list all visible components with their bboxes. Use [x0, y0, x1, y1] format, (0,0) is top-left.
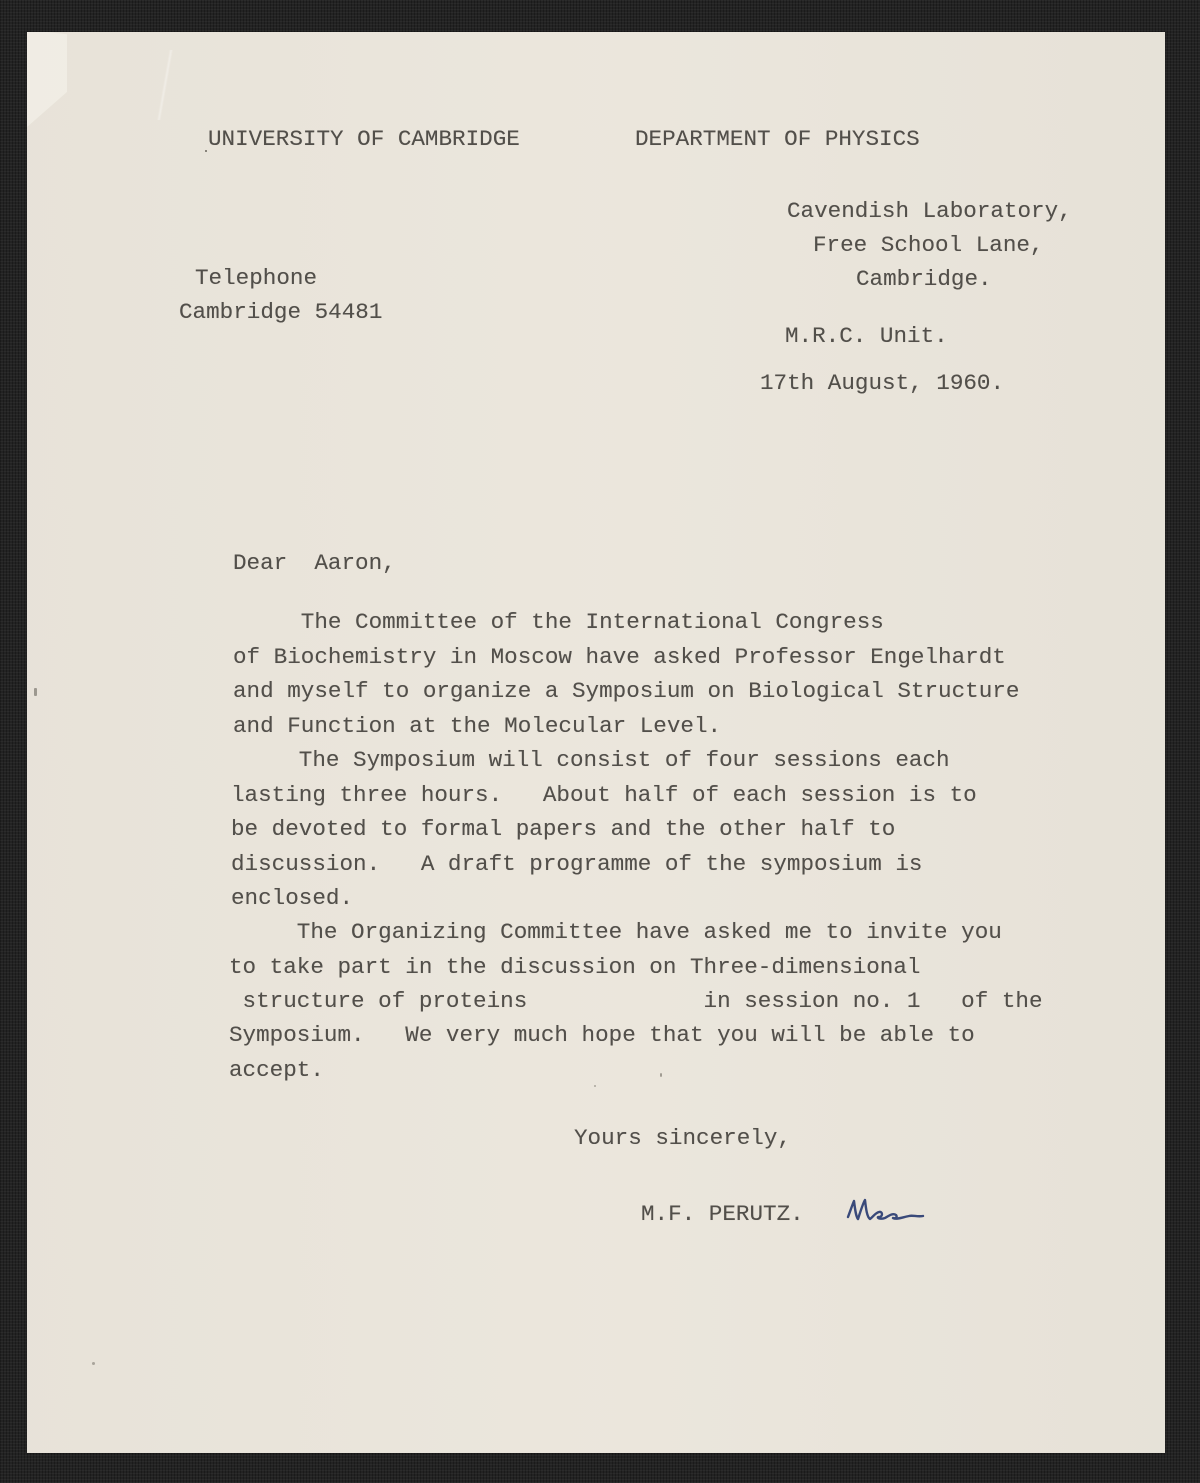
- address-line-2: Free School Lane,: [813, 232, 1044, 258]
- body-line: Symposium. We very much hope that you will be able to: [229, 1022, 975, 1048]
- body-line: and myself to organize a Symposium on Biological Structure: [233, 678, 1020, 704]
- body-line: lasting three hours. About half of each session is to: [231, 782, 977, 808]
- paper-speck: [205, 150, 207, 152]
- body-line: The Symposium will consist of four sessions each: [231, 747, 950, 773]
- body-line: be devoted to formal papers and the other half to: [231, 816, 896, 842]
- telephone-number: Cambridge 54481: [179, 299, 383, 325]
- body-line: and Function at the Molecular Level.: [233, 713, 722, 739]
- body-line: of Biochemistry in Moscow have asked Professor Engelhardt: [233, 644, 1006, 670]
- letter-date: 17th August, 1960.: [760, 370, 1005, 396]
- body-line: structure of proteins in session no. 1 of the: [229, 988, 1043, 1014]
- body-line: The Organizing Committee have asked me to invite you: [229, 919, 1002, 945]
- telephone-label: Telephone: [195, 265, 318, 291]
- body-line: discussion. A draft programme of the symposium is: [231, 851, 923, 877]
- letterhead-institution: UNIVERSITY OF CAMBRIDGE: [208, 126, 520, 152]
- closing: Yours sincerely,: [574, 1125, 791, 1151]
- address-unit: M.R.C. Unit.: [785, 323, 948, 349]
- paper-speck: [660, 1073, 662, 1077]
- paper-crease: [150, 50, 180, 120]
- address-line-1: Cavendish Laboratory,: [787, 198, 1072, 224]
- paper-mark: [34, 688, 37, 696]
- letterhead-department: DEPARTMENT OF PHYSICS: [635, 126, 920, 152]
- paper-speck: [594, 1085, 596, 1087]
- body-line: accept.: [229, 1057, 324, 1083]
- paper-speck: [92, 1362, 95, 1365]
- address-line-3: Cambridge.: [856, 266, 992, 292]
- body-line: The Committee of the International Congress: [233, 609, 884, 635]
- body-line: to take part in the discussion on Three-dimensional: [229, 954, 921, 980]
- handwritten-signature: [843, 1195, 928, 1230]
- salutation: Dear Aaron,: [233, 550, 396, 576]
- signatory-name: M.F. PERUTZ.: [641, 1201, 804, 1227]
- body-line: enclosed.: [231, 885, 354, 911]
